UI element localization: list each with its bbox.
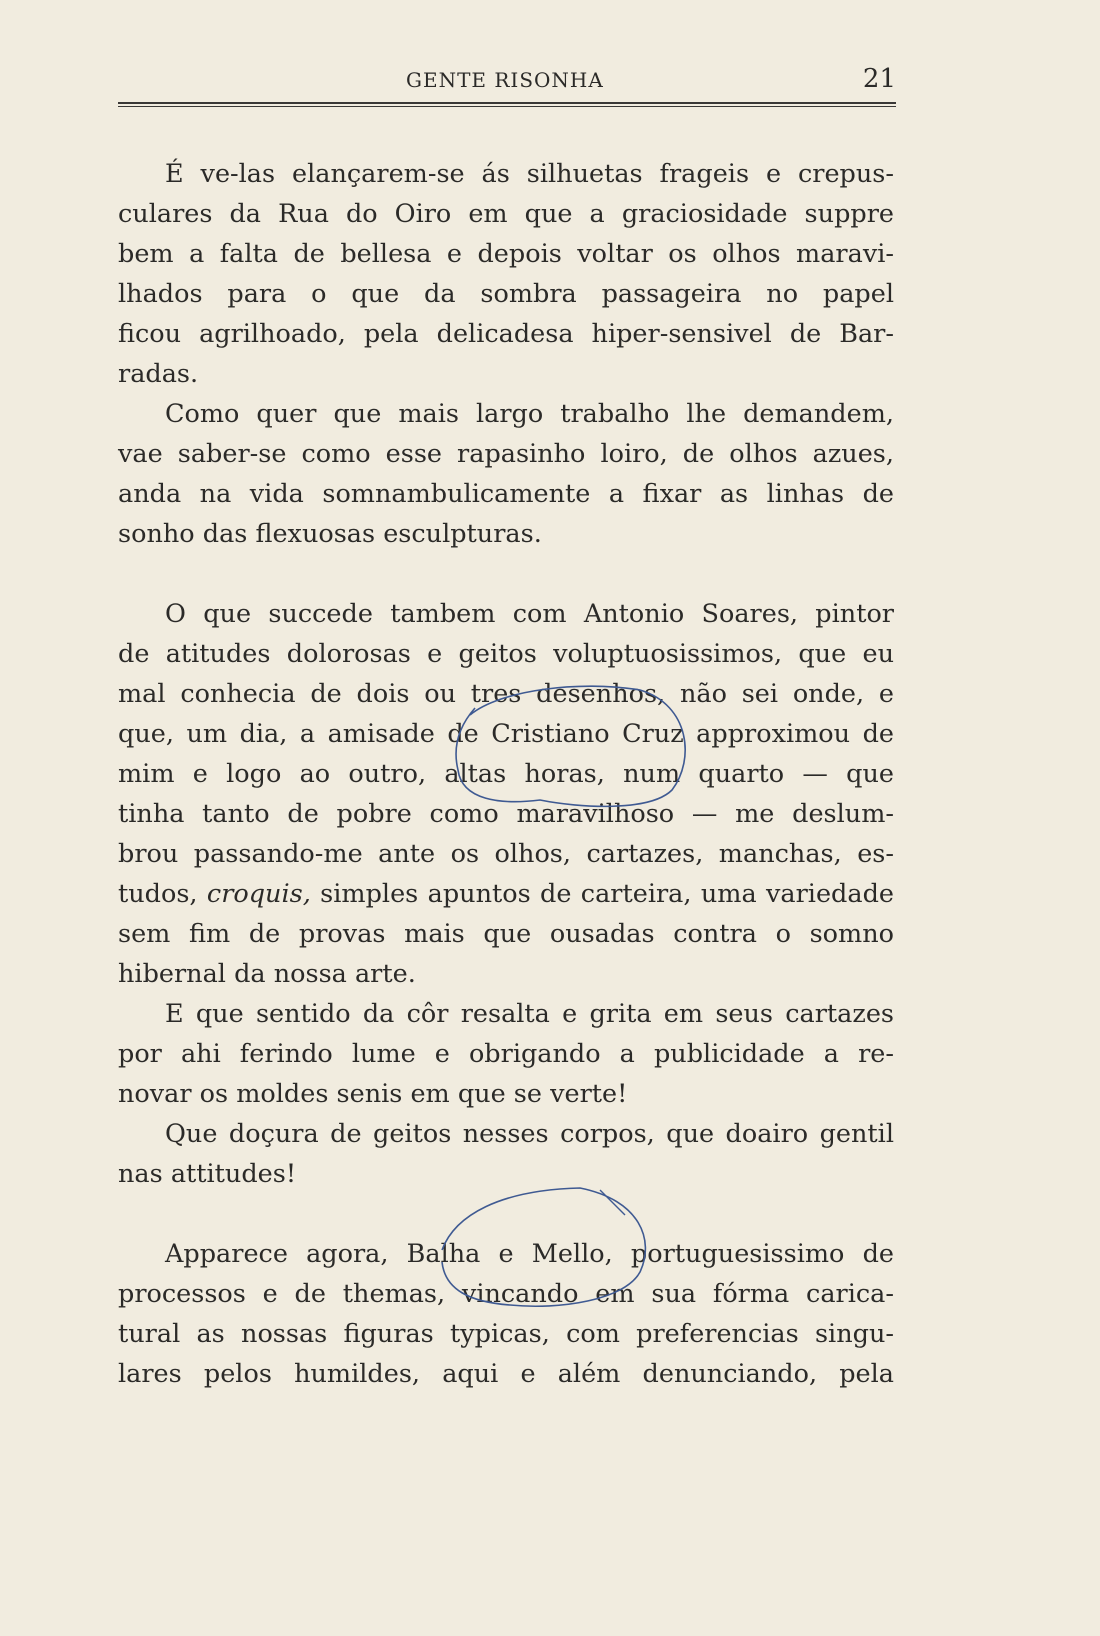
text-line: O que succede tambem com Antonio Soares, pintor xyxy=(165,599,894,629)
text-line: nas attitudes! xyxy=(118,1159,297,1189)
text-line: que, um dia, a amisade de Cristiano Cruz approximou de xyxy=(118,719,894,749)
text-line: mal conhecia de dois ou tres desenhos, não sei onde, e xyxy=(118,679,894,709)
text-line: novar os moldes senis em que se verte! xyxy=(118,1079,628,1109)
text-line: ficou agrilhoado, pela delicadesa hiper-sensivel de Bar- xyxy=(118,319,894,349)
text-span: simples apuntos de carteira, uma variedade xyxy=(310,879,894,909)
page-header xyxy=(118,62,896,102)
text-line: tinha tanto de pobre como maravilhoso — me deslum- xyxy=(118,799,894,829)
text-line: culares da Rua do Oiro em que a graciosidade suppre xyxy=(118,199,894,229)
text-line: sem fim de provas mais que ousadas contra o somno xyxy=(118,919,894,949)
text-line: anda na vida somnambulicamente a fixar as linhas de xyxy=(118,479,894,509)
text-line: vae saber-se como esse rapasinho loiro, de olhos azues, xyxy=(118,439,894,469)
text-line: por ahi ferindo lume e obrigando a publicidade a re- xyxy=(118,1039,894,1069)
text-line: Que doçura de geitos nesses corpos, que doairo gentil xyxy=(165,1119,894,1149)
text-line: radas. xyxy=(118,359,199,389)
page-number: 21 xyxy=(862,64,896,94)
text-line-with-italic xyxy=(118,876,894,912)
text-line: mim e logo ao outro, altas horas, num quarto — que xyxy=(118,759,894,789)
text-line: tural as nossas figuras typicas, com preferencias singu- xyxy=(118,1319,894,1349)
text-line: bem a falta de bellesa e depois voltar os olhos maravi- xyxy=(118,239,894,269)
pencil-stroke-mark xyxy=(600,1190,625,1215)
text-line: hibernal da nossa arte. xyxy=(118,959,416,989)
text-line: lares pelos humildes, aqui e além denunciando, pela xyxy=(118,1359,894,1389)
text-line: Apparece agora, Balha e Mello, portuguesissimo de xyxy=(165,1239,894,1269)
text-span: tudos, xyxy=(118,879,207,909)
text-line: processos e de themas, vincando em sua fórma carica- xyxy=(118,1279,894,1309)
text-line: Como quer que mais largo trabalho lhe demandem, xyxy=(165,399,894,429)
text-line: E que sentido da côr resalta e grita em seus cartazes xyxy=(165,999,894,1029)
text-line: brou passando-me ante os olhos, cartazes, manchas, es- xyxy=(118,839,894,869)
running-title: GENTE RISONHA xyxy=(406,68,604,92)
header-rule xyxy=(118,102,896,107)
text-line: É ve-las elançarem-se ás silhuetas frageis e crepus- xyxy=(165,159,894,189)
text-line: lhados para o que da sombra passageira no papel xyxy=(118,279,894,309)
text-line: sonho das flexuosas esculpturas. xyxy=(118,519,542,549)
text-line: de atitudes dolorosas e geitos voluptuosissimos, que eu xyxy=(118,639,894,669)
italic-word: croquis, xyxy=(206,879,311,909)
